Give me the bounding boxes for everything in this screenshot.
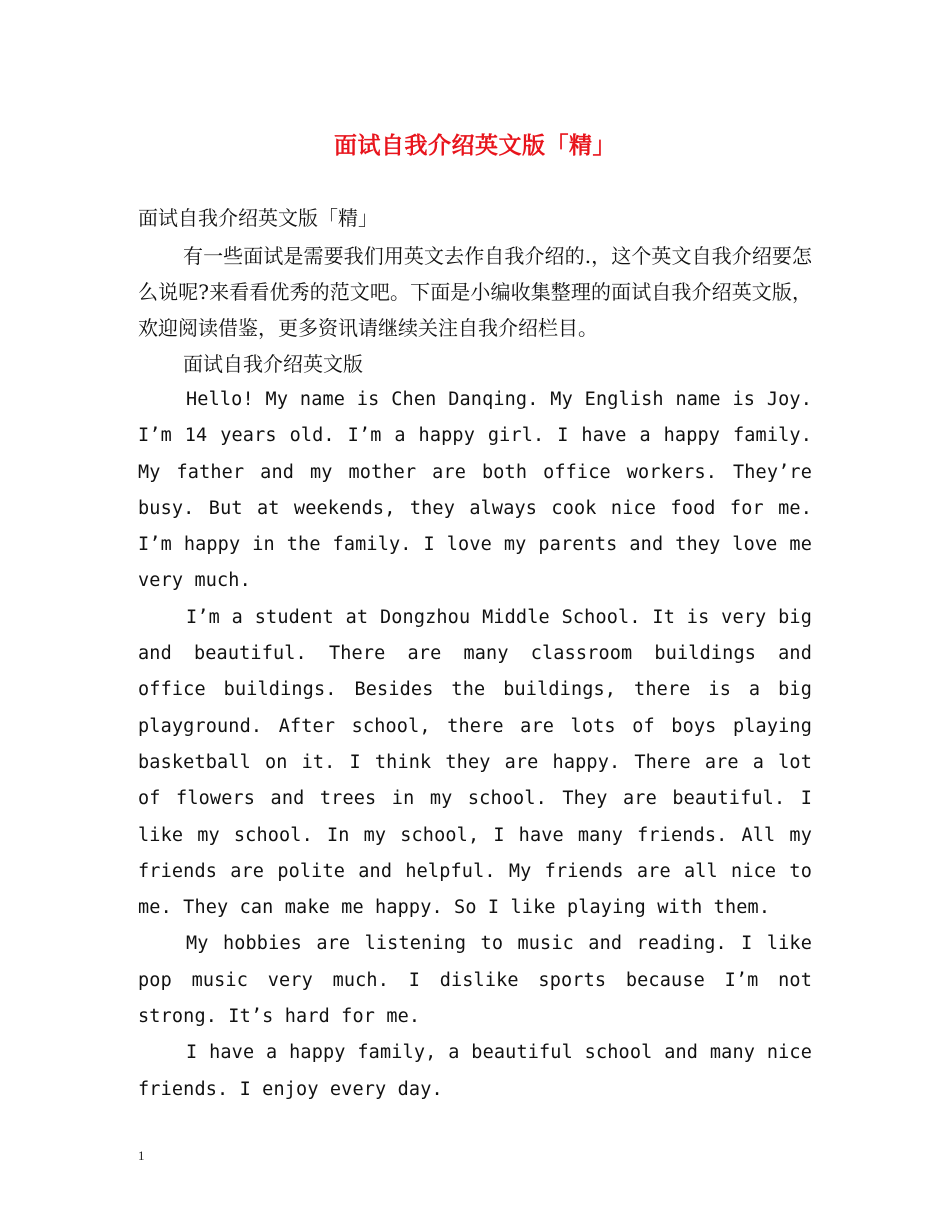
paragraph-1: Hello! My name is Chen Danqing. My English name is Joy. I’m 14 years old. I’m a happy girl. I have a happy family. My father and my mother are both office workers. They’re busy. But at weekends, they always cook nice food for me. I’m happy in the family. I love my parents and they love me very much. bbox=[138, 389, 812, 592]
intro-paragraph: 有一些面试是需要我们用英文去作自我介绍的.，这个英文自我介绍要怎么说呢?来看看优秀的范文吧。下面是小编收集整理的面试自我介绍英文版，欢迎阅读借鉴，更多资讯请继续关注自我介绍栏目。 bbox=[138, 244, 812, 340]
paragraph-3: My hobbies are listening to music and reading. I like pop music very much. I dislike sports because I’m not strong. It’s hard for me. bbox=[138, 933, 812, 1028]
subheading: 面试自我介绍英文版 bbox=[183, 352, 363, 376]
document-body bbox=[138, 200, 812, 1108]
document-title: 面试自我介绍英文版「精」 bbox=[334, 133, 616, 159]
paragraph-2: I’m a student at Dongzhou Middle School. It is very big and beautiful. There are many classroom buildings and office buildings. Besides the buildings, there is a big playground. After school, there are lots of boys playing basketball on it. I think they are happy. There are a lot of flowers and trees in my school. They are beautiful. I like my school. In my school, I have many friends. All my friends are polite and helpful. My friends are all nice to me. They can make me happy. So I like playing with them. bbox=[138, 606, 812, 919]
page-number: 1 bbox=[138, 1148, 145, 1163]
paragraph-4: I have a happy family, a beautiful school and many nice friends. I enjoy every day. bbox=[138, 1042, 812, 1100]
section-heading: 面试自我介绍英文版「精」 bbox=[138, 206, 378, 230]
